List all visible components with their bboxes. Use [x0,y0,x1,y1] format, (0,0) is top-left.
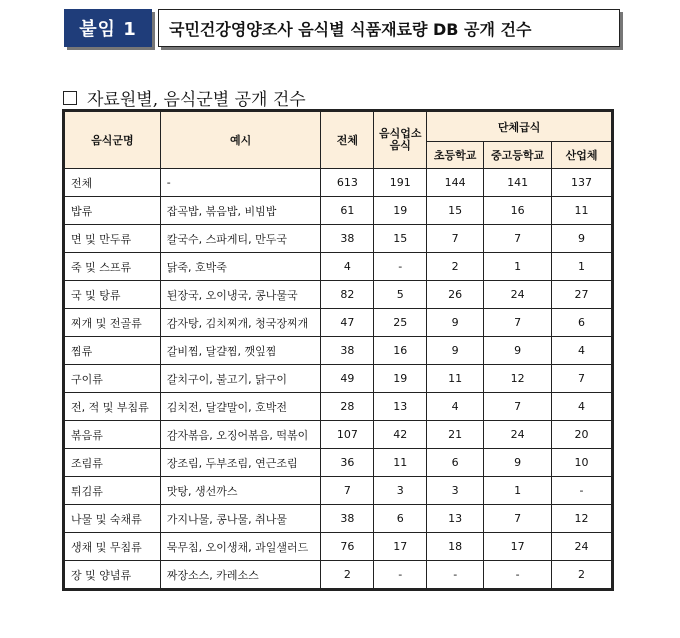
cell-secondary: 1 [484,477,552,505]
cell-example: 가지나물, 콩나물, 취나물 [160,505,321,533]
cell-industrial: 7 [552,365,612,393]
cell-example: - [160,169,321,197]
cell-elementary: 7 [427,225,484,253]
header-elementary: 초등학교 [427,142,484,169]
cell-industrial: 4 [552,393,612,421]
cell-example: 닭죽, 호박죽 [160,253,321,281]
cell-elementary: 21 [427,421,484,449]
cell-total: 38 [321,225,374,253]
cell-elementary: 3 [427,477,484,505]
header-institutional: 단체급식 [427,112,612,142]
cell-restaurant: 17 [374,533,427,561]
table-row [65,505,612,533]
checkbox-square-icon [63,91,77,105]
cell-restaurant: 15 [374,225,427,253]
cell-example: 잡곡밥, 볶음밥, 비빔밥 [160,197,321,225]
cell-food-group: 죽 및 스프류 [65,253,161,281]
cell-restaurant: 13 [374,393,427,421]
header-industrial: 산업체 [552,142,612,169]
table-row [65,477,612,505]
cell-total: 82 [321,281,374,309]
table-row [65,365,612,393]
header-secondary: 중고등학교 [484,142,552,169]
cell-food-group: 찌개 및 전골류 [65,309,161,337]
cell-elementary: 11 [427,365,484,393]
cell-example: 짜장소스, 카레소스 [160,561,321,589]
cell-elementary: 6 [427,449,484,477]
header-food-group: 음식군명 [65,112,161,169]
cell-food-group: 면 및 만두류 [65,225,161,253]
cell-example: 김치전, 달걀말이, 호박전 [160,393,321,421]
table-row [65,421,612,449]
table-row [65,393,612,421]
cell-food-group: 구이류 [65,365,161,393]
cell-food-group: 생채 및 무침류 [65,533,161,561]
table-row [65,253,612,281]
cell-food-group: 밥류 [65,197,161,225]
cell-example: 감자볶음, 오징어볶음, 떡볶이 [160,421,321,449]
cell-industrial: 12 [552,505,612,533]
cell-restaurant: 11 [374,449,427,477]
cell-restaurant: 19 [374,365,427,393]
cell-food-group: 전, 적 및 부침류 [65,393,161,421]
table-row [65,337,612,365]
cell-secondary: 7 [484,225,552,253]
cell-restaurant: - [374,253,427,281]
cell-food-group: 장 및 양념류 [65,561,161,589]
cell-example: 된장국, 오이냉국, 콩나물국 [160,281,321,309]
cell-elementary: 2 [427,253,484,281]
cell-food-group: 국 및 탕류 [65,281,161,309]
cell-example: 묵무침, 오이생채, 과일샐러드 [160,533,321,561]
cell-food-group: 튀김류 [65,477,161,505]
table-row [65,449,612,477]
cell-secondary: 17 [484,533,552,561]
cell-industrial: 2 [552,561,612,589]
cell-secondary: 141 [484,169,552,197]
cell-industrial: 137 [552,169,612,197]
cell-secondary: 7 [484,505,552,533]
cell-elementary: 9 [427,337,484,365]
cell-food-group: 조림류 [65,449,161,477]
table-row [65,533,612,561]
cell-restaurant: 191 [374,169,427,197]
cell-total: 4 [321,253,374,281]
cell-total: 28 [321,393,374,421]
cell-industrial: 24 [552,533,612,561]
section-heading [63,85,306,110]
cell-total: 38 [321,505,374,533]
cell-secondary: 1 [484,253,552,281]
cell-industrial: 9 [552,225,612,253]
cell-industrial: 1 [552,253,612,281]
cell-example: 갈비찜, 달걀찜, 깻잎찜 [160,337,321,365]
cell-elementary: 15 [427,197,484,225]
cell-example: 칼국수, 스파게티, 만두국 [160,225,321,253]
cell-restaurant: 25 [374,309,427,337]
table-row [65,197,612,225]
cell-secondary: 12 [484,365,552,393]
cell-secondary: 7 [484,309,552,337]
cell-example: 맛탕, 생선까스 [160,477,321,505]
cell-total: 7 [321,477,374,505]
cell-industrial: 10 [552,449,612,477]
cell-industrial: 11 [552,197,612,225]
cell-restaurant: 3 [374,477,427,505]
header-restaurant: 음식업소 음식 [374,112,427,169]
cell-elementary: 9 [427,309,484,337]
cell-total: 613 [321,169,374,197]
cell-elementary: - [427,561,484,589]
table-row [65,169,612,197]
cell-industrial: - [552,477,612,505]
cell-example: 갈치구이, 불고기, 닭구이 [160,365,321,393]
cell-secondary: 9 [484,337,552,365]
cell-elementary: 18 [427,533,484,561]
table-row [65,309,612,337]
cell-total: 2 [321,561,374,589]
cell-total: 107 [321,421,374,449]
attachment-tag: 붙임 1 [64,9,152,47]
cell-elementary: 144 [427,169,484,197]
cell-example: 장조림, 두부조림, 연근조림 [160,449,321,477]
cell-industrial: 27 [552,281,612,309]
cell-restaurant: 5 [374,281,427,309]
table-row [65,281,612,309]
header-total: 전체 [321,112,374,169]
section-heading-text: 자료원별, 음식군별 공개 건수 [87,90,306,110]
cell-total: 38 [321,337,374,365]
header-example: 예시 [160,112,321,169]
cell-total: 49 [321,365,374,393]
cell-total: 36 [321,449,374,477]
cell-restaurant: 6 [374,505,427,533]
cell-food-group: 찜류 [65,337,161,365]
cell-elementary: 26 [427,281,484,309]
cell-food-group: 나물 및 숙채류 [65,505,161,533]
cell-elementary: 4 [427,393,484,421]
cell-restaurant: 42 [374,421,427,449]
cell-restaurant: 19 [374,197,427,225]
cell-restaurant: 16 [374,337,427,365]
cell-secondary: 24 [484,281,552,309]
cell-example: 감자탕, 김치찌개, 청국장찌개 [160,309,321,337]
cell-secondary: 16 [484,197,552,225]
table-row [65,225,612,253]
cell-industrial: 6 [552,309,612,337]
cell-total: 61 [321,197,374,225]
cell-secondary: 9 [484,449,552,477]
cell-total: 47 [321,309,374,337]
document-title: 국민건강영양조사 음식별 식품재료량 DB 공개 건수 [158,9,620,47]
cell-food-group: 볶음류 [65,421,161,449]
table-row [65,561,612,589]
cell-food-group: 전체 [65,169,161,197]
food-group-table [64,111,612,589]
cell-elementary: 13 [427,505,484,533]
cell-secondary: - [484,561,552,589]
cell-industrial: 4 [552,337,612,365]
cell-restaurant: - [374,561,427,589]
cell-industrial: 20 [552,421,612,449]
cell-secondary: 7 [484,393,552,421]
cell-secondary: 24 [484,421,552,449]
cell-total: 76 [321,533,374,561]
